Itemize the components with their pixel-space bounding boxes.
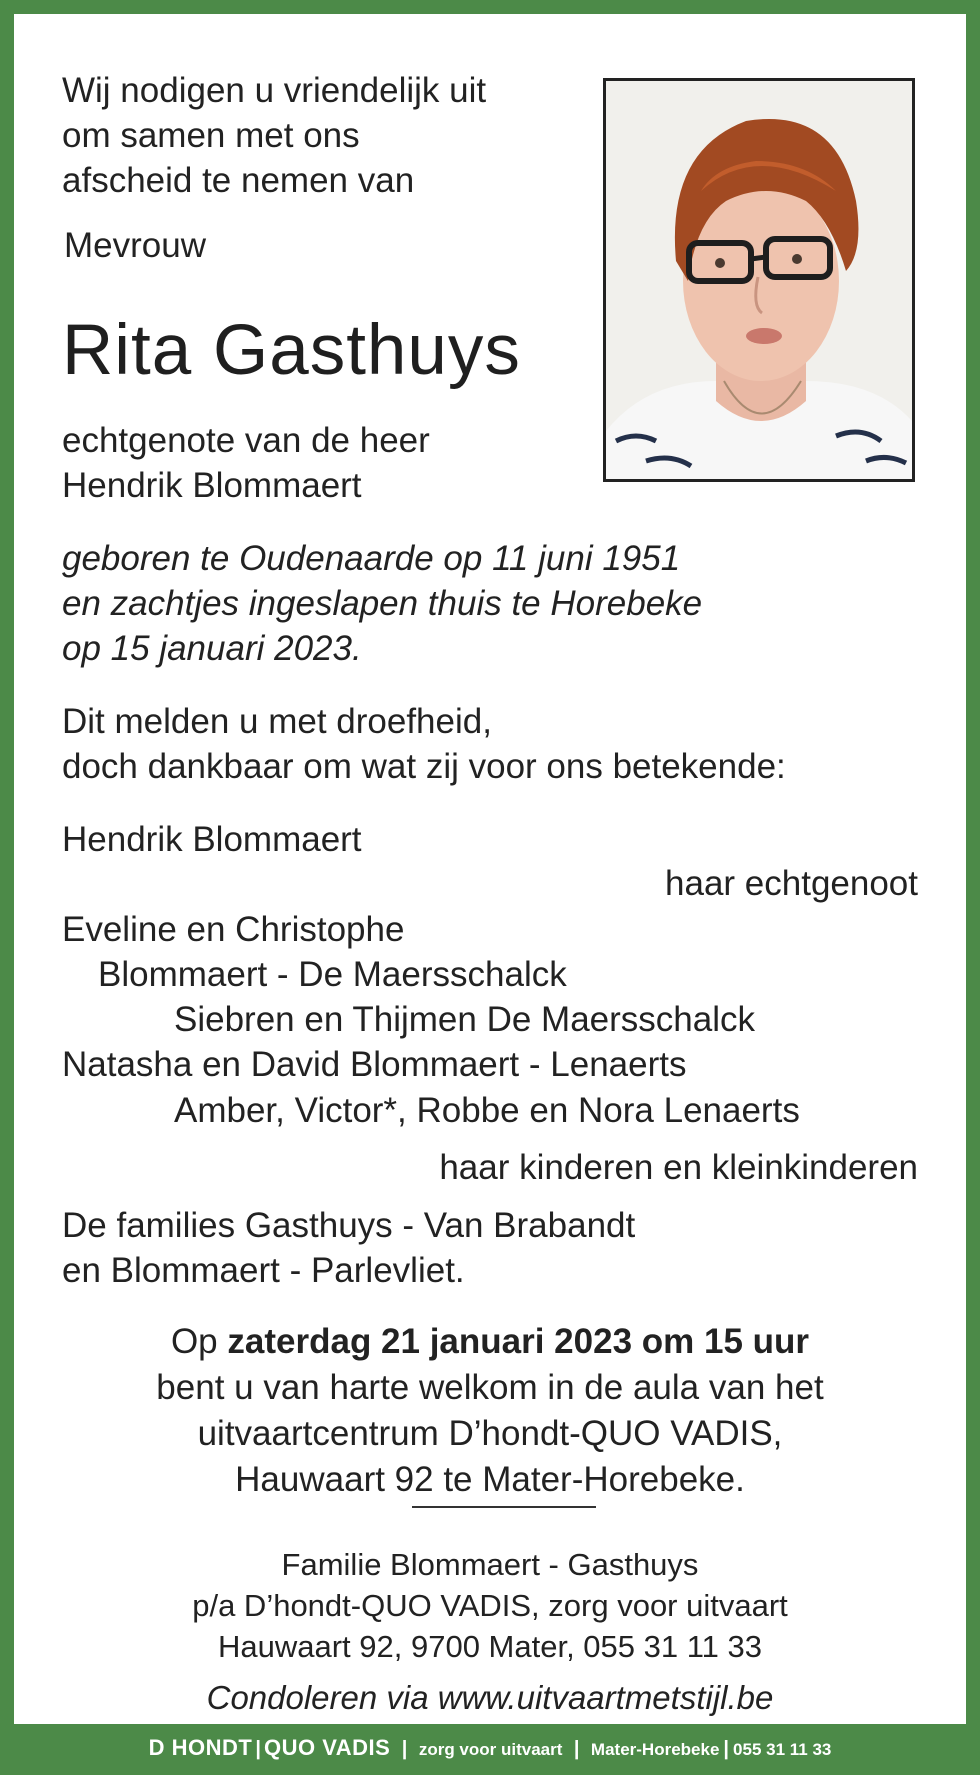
intro-line-3: afscheid te nemen van [62,161,415,200]
separator: | [723,1738,730,1760]
invitation-date-time: zaterdag 21 januari 2023 om 15 uur [227,1322,810,1361]
contact-line-1: Familie Blommaert - Gasthuys [281,1547,699,1582]
invitation-line-3: uitvaartcentrum D’hondt-QUO VADIS, [197,1414,783,1453]
contact-address [14,1544,966,1667]
birth-line-3: op 15 januari 2023. [62,629,362,668]
divider [412,1506,596,1508]
husband-role: haar echtgenoot [665,864,918,903]
announcement-message [62,699,786,789]
brand-quo-vadis: QUO VADIS [263,1735,391,1760]
intro-text [62,68,486,203]
husband-name: Hendrik Blommaert [62,820,362,859]
separator: | [401,1738,408,1760]
separator: | [573,1738,580,1760]
contact-line-2: p/a D’hondt-QUO VADIS, zorg voor uitvaart [192,1588,788,1623]
portrait-illustration [606,81,912,479]
invitation-line-2: bent u van harte welkom in de aula van het [156,1368,824,1407]
condolence-link[interactable]: Condoleren via www.uitvaartmetstijl.be [206,1679,774,1716]
families-line-1: De families Gasthuys - Van Brabandt [62,1206,636,1245]
brand-dhondt: D HONDT [148,1735,253,1760]
footer-tagline: zorg voor uitvaart [418,1740,563,1759]
message-line-2: doch dankbaar om wat zij voor ons betekende: [62,747,786,786]
separator: | [255,1738,261,1760]
child-1-line-2: Blommaert - De Maersschalck [98,955,567,994]
deceased-name: Rita Gasthuys [62,311,521,390]
obituary-card [14,14,966,1724]
funeral-invitation [14,1319,966,1503]
child-1-line-1: Eveline en Christophe [62,910,405,949]
spouse-info [62,418,430,508]
invitation-line-1 [14,1319,966,1365]
grandchildren-2: Amber, Victor*, Robbe en Nora Lenaerts [174,1091,800,1130]
invitation-line-4: Hauwaart 92 te Mater-Horebeke. [235,1460,745,1499]
child-2: Natasha en David Blommaert - Lenaerts [62,1045,687,1084]
intro-line-2: om samen met ons [62,116,360,155]
intro-line-1: Wij nodigen u vriendelijk uit [62,71,487,110]
families-line-2: en Blommaert - Parlevliet. [62,1251,465,1290]
message-line-1: Dit melden u met droefheid, [62,702,492,741]
contact-line-3: Hauwaart 92, 9700 Mater, 055 31 11 33 [217,1629,763,1664]
invitation-prefix: Op [170,1322,218,1361]
birth-line-1: geboren te Oudenaarde op 11 juni 1951 [62,539,681,578]
portrait-photo [603,78,915,482]
honorific: Mevrouw [64,226,206,265]
birth-death-info [62,536,702,671]
funeral-home-footer [0,1724,980,1772]
birth-line-2: en zachtjes ingeslapen thuis te Horebeke [62,584,703,623]
footer-phone[interactable]: 055 31 11 33 [733,1740,832,1759]
children-role: haar kinderen en kleinkinderen [439,1148,918,1187]
spouse-line-2: Hendrik Blommaert [62,466,362,505]
footer-location: Mater-Horebeke [590,1740,720,1759]
grandchildren-1: Siebren en Thijmen De Maersschalck [174,1000,756,1039]
spouse-line-1: echtgenote van de heer [62,421,430,460]
